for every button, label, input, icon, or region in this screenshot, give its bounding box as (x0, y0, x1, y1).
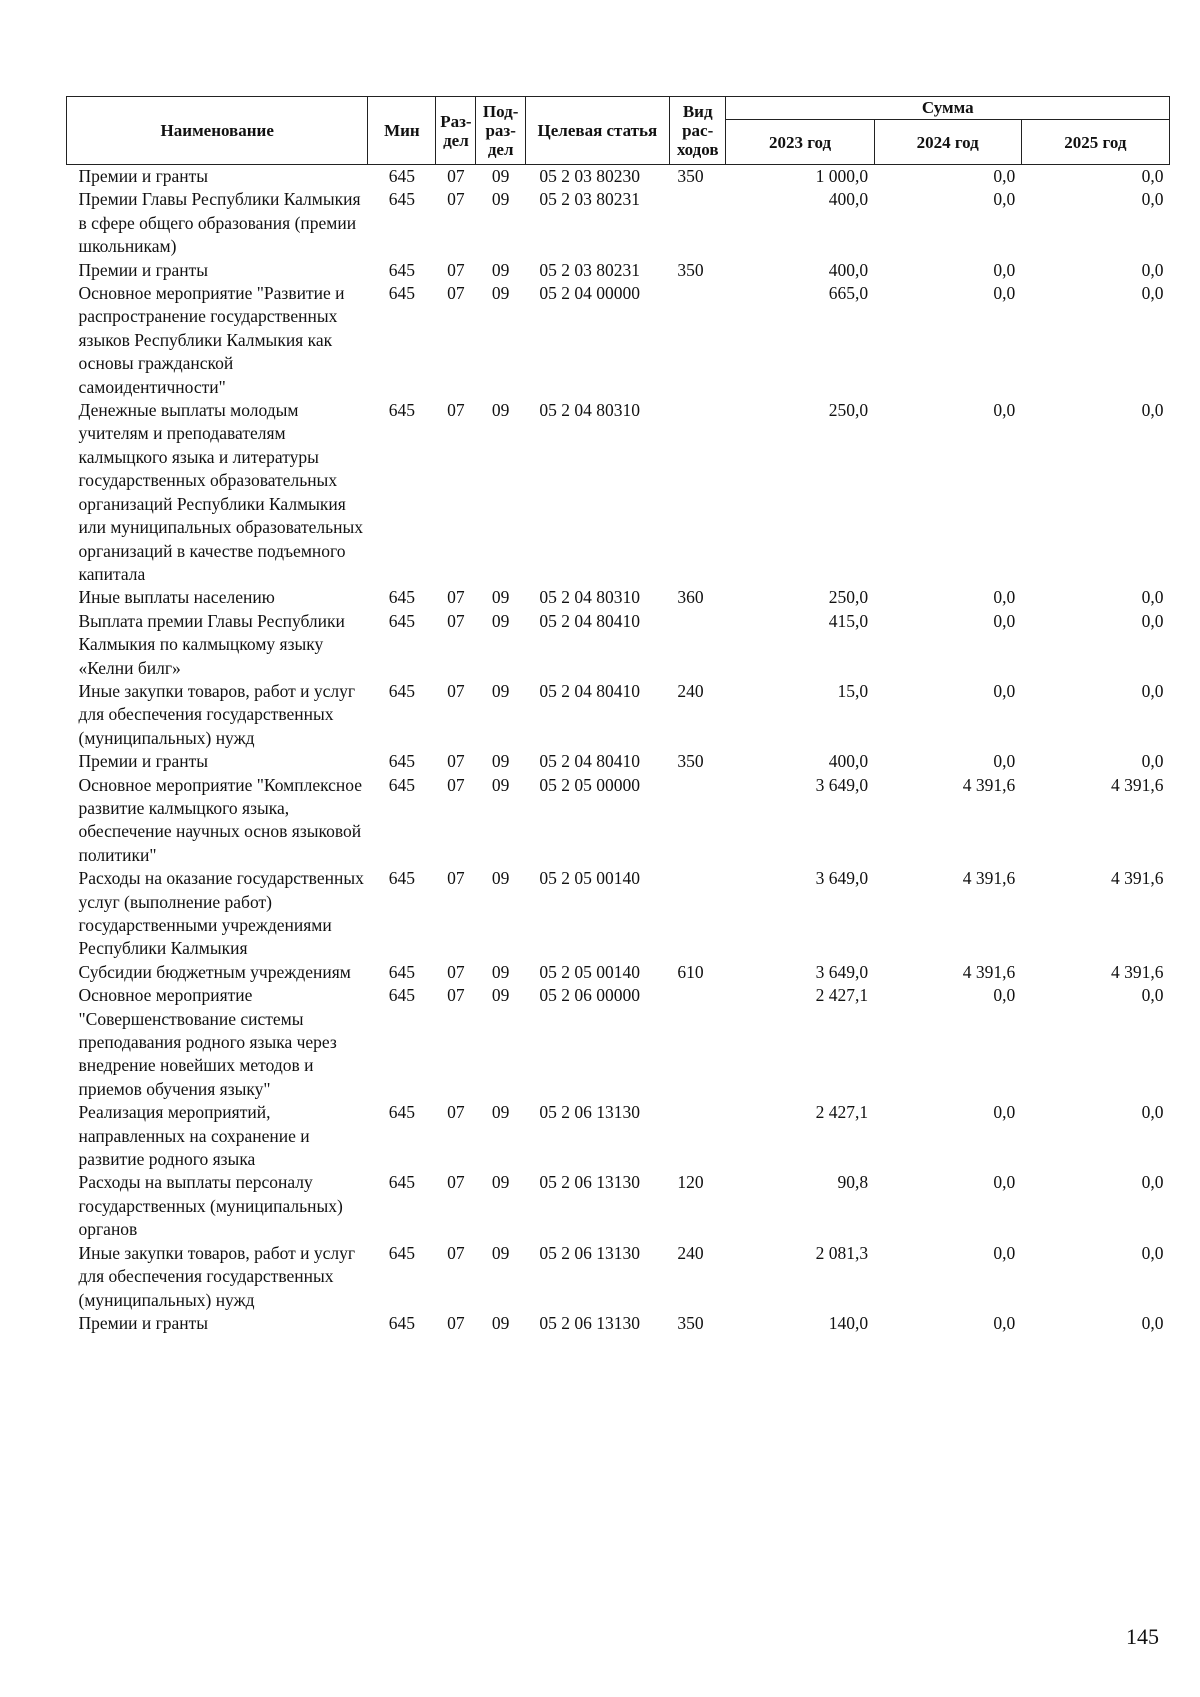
row-amount-2023: 2 081,3 (815, 1242, 869, 1263)
row-podrazdel: 09 (491, 961, 510, 982)
row-amount-2025: 4 391,6 (1111, 774, 1164, 795)
table-row (67, 680, 1170, 750)
row-razdel: 07 (447, 868, 465, 889)
row-vid-rashodov: 350 (677, 751, 704, 772)
row-amount-2025: 0,0 (1141, 283, 1164, 304)
table-row (67, 984, 1170, 1101)
row-vid-rashodov: 350 (677, 259, 704, 280)
row-name: Иные выплаты населению (78, 587, 275, 608)
table-row (67, 1312, 1170, 1335)
header-celevaya-statya: Целевая статья (525, 97, 669, 165)
row-razdel: 07 (447, 961, 465, 982)
table-row (67, 586, 1170, 609)
row-name: Иные закупки товаров, работ и услуг для обеспечения государственных (муниципальных) нужд (78, 1242, 356, 1310)
row-vid-rashodov (669, 774, 726, 868)
row-min: 645 (388, 587, 416, 608)
row-amount-2024: 0,0 (993, 985, 1016, 1006)
table-row (67, 282, 1170, 399)
row-min: 645 (388, 1172, 416, 1193)
row-amount-2024: 0,0 (993, 680, 1016, 701)
row-min: 645 (388, 774, 416, 795)
row-amount-2024: 0,0 (993, 283, 1016, 304)
row-vid-rashodov (669, 610, 726, 680)
header-summa: Сумма (726, 97, 1170, 120)
row-celevaya-statya: 05 2 06 00000 (539, 985, 640, 1006)
row-amount-2024: 0,0 (993, 751, 1016, 772)
table-row (67, 259, 1170, 282)
row-razdel: 07 (447, 1172, 465, 1193)
row-podrazdel: 09 (491, 868, 510, 889)
row-podrazdel: 09 (491, 283, 510, 304)
row-min: 645 (388, 166, 416, 186)
row-podrazdel: 09 (491, 751, 510, 772)
header-year-2024: 2024 год (874, 120, 1021, 165)
row-amount-2023: 400,0 (828, 259, 869, 280)
row-name: Премии Главы Республики Калмыкия в сфере общего образования (премии школьникам) (78, 189, 361, 257)
row-name: Выплата премии Главы Республики Калмыкия по калмыцкому языку «Келни билг» (78, 610, 345, 678)
row-min: 645 (388, 1102, 416, 1123)
header-name: Наименование (67, 97, 368, 165)
row-razdel: 07 (447, 259, 465, 280)
row-name: Иные закупки товаров, работ и услуг для обеспечения государственных (муниципальных) нужд (78, 680, 356, 748)
row-amount-2023: 3 649,0 (815, 868, 869, 889)
row-amount-2025: 0,0 (1141, 610, 1164, 631)
row-razdel: 07 (447, 1102, 465, 1123)
row-celevaya-statya: 05 2 05 00140 (539, 868, 640, 889)
row-min: 645 (388, 751, 416, 772)
row-podrazdel: 09 (491, 259, 510, 280)
row-min: 645 (388, 1242, 416, 1263)
budget-table (66, 96, 1170, 1335)
row-min: 645 (388, 400, 416, 421)
row-amount-2024: 0,0 (993, 1312, 1016, 1333)
row-amount-2025: 0,0 (1141, 189, 1164, 210)
row-min: 645 (388, 680, 416, 701)
row-min: 645 (388, 610, 416, 631)
row-amount-2024: 0,0 (993, 166, 1016, 186)
row-name: Основное мероприятие "Совершенствование системы преподавания родного языка через внедрение новейших методов и приемов обучения языку" (78, 985, 337, 1099)
row-vid-rashodov: 360 (677, 587, 704, 608)
row-podrazdel: 09 (491, 1312, 510, 1333)
row-amount-2023: 400,0 (828, 189, 869, 210)
row-razdel: 07 (447, 1312, 465, 1333)
row-razdel: 07 (447, 751, 465, 772)
row-vid-rashodov: 240 (677, 680, 704, 701)
row-celevaya-statya: 05 2 05 00000 (539, 774, 640, 795)
row-vid-rashodov: 240 (677, 1242, 704, 1263)
row-amount-2024: 0,0 (993, 1242, 1016, 1263)
row-amount-2023: 15,0 (837, 680, 869, 701)
row-min: 645 (388, 189, 416, 210)
header-year-2023: 2023 год (726, 120, 874, 165)
row-celevaya-statya: 05 2 03 80231 (539, 189, 640, 210)
row-celevaya-statya: 05 2 04 80310 (539, 587, 640, 608)
table-row (67, 1101, 1170, 1171)
row-celevaya-statya: 05 2 03 80231 (539, 259, 640, 280)
row-amount-2023: 250,0 (828, 587, 869, 608)
row-amount-2023: 2 427,1 (815, 1102, 869, 1123)
table-row (67, 165, 1170, 189)
row-min: 645 (388, 961, 416, 982)
row-razdel: 07 (447, 610, 465, 631)
row-amount-2024: 4 391,6 (962, 961, 1016, 982)
row-podrazdel: 09 (491, 610, 510, 631)
row-celevaya-statya: 05 2 04 80410 (539, 751, 640, 772)
table-row (67, 1171, 1170, 1241)
row-vid-rashodov (669, 1101, 726, 1171)
row-razdel: 07 (447, 1242, 465, 1263)
row-name: Премии и гранты (78, 166, 209, 186)
row-celevaya-statya: 05 2 06 13130 (539, 1312, 640, 1333)
row-celevaya-statya: 05 2 04 00000 (539, 283, 640, 304)
row-vid-rashodov (669, 984, 726, 1101)
table-row (67, 867, 1170, 961)
row-podrazdel: 09 (491, 1172, 510, 1193)
row-podrazdel: 09 (491, 1242, 510, 1263)
row-name: Расходы на оказание государственных услуг (выполнение работ) государственными учреждениями Республики Калмыкия (78, 868, 364, 959)
row-podrazdel: 09 (491, 774, 510, 795)
row-amount-2023: 1 000,0 (815, 166, 869, 186)
row-celevaya-statya: 05 2 04 80410 (539, 680, 640, 701)
row-razdel: 07 (447, 587, 465, 608)
row-name: Денежные выплаты молодым учителям и преподавателям калмыцкого языка и литературы государственных образовательных организаций Республики Калмыкия или муниципальных образовательных организаций в качестве подъемного капитала (78, 400, 363, 584)
row-amount-2024: 4 391,6 (962, 868, 1016, 889)
row-amount-2024: 0,0 (993, 610, 1016, 631)
row-razdel: 07 (447, 400, 465, 421)
row-min: 645 (388, 283, 416, 304)
row-amount-2025: 0,0 (1141, 985, 1164, 1006)
row-amount-2025: 0,0 (1141, 587, 1164, 608)
row-amount-2023: 3 649,0 (815, 961, 869, 982)
row-min: 645 (388, 259, 416, 280)
row-amount-2025: 0,0 (1141, 1102, 1164, 1123)
row-podrazdel: 09 (491, 1102, 510, 1123)
table-row (67, 399, 1170, 586)
row-amount-2025: 0,0 (1141, 259, 1164, 280)
row-podrazdel: 09 (491, 400, 510, 421)
header-year-2025: 2025 год (1021, 120, 1169, 165)
row-name: Премии и гранты (78, 1312, 209, 1333)
row-razdel: 07 (447, 774, 465, 795)
row-celevaya-statya: 05 2 04 80310 (539, 400, 640, 421)
row-amount-2024: 4 391,6 (962, 774, 1016, 795)
row-amount-2023: 90,8 (837, 1172, 869, 1193)
row-podrazdel: 09 (491, 680, 510, 701)
table-row (67, 188, 1170, 258)
row-name: Премии и гранты (78, 259, 209, 280)
row-vid-rashodov: 610 (677, 961, 704, 982)
row-vid-rashodov: 120 (677, 1172, 704, 1193)
row-amount-2023: 400,0 (828, 751, 869, 772)
row-name: Премии и гранты (78, 751, 209, 772)
row-podrazdel: 09 (491, 985, 510, 1006)
row-podrazdel: 09 (491, 189, 510, 210)
row-razdel: 07 (447, 680, 465, 701)
row-vid-rashodov (669, 188, 726, 258)
row-min: 645 (388, 868, 416, 889)
row-amount-2025: 0,0 (1141, 1242, 1164, 1263)
row-amount-2025: 0,0 (1141, 1172, 1164, 1193)
row-vid-rashodov: 350 (677, 166, 704, 186)
row-amount-2025: 0,0 (1141, 400, 1164, 421)
row-amount-2024: 0,0 (993, 259, 1016, 280)
row-amount-2025: 0,0 (1141, 166, 1164, 186)
row-razdel: 07 (447, 283, 465, 304)
row-amount-2025: 4 391,6 (1111, 961, 1164, 982)
row-amount-2024: 0,0 (993, 189, 1016, 210)
row-amount-2024: 0,0 (993, 1102, 1016, 1123)
header-vid-rashodov: Вид рас-ходов (669, 97, 726, 165)
row-name: Основное мероприятие "Комплексное развитие калмыцкого языка, обеспечение научных основ языковой политики" (78, 774, 363, 865)
row-amount-2024: 0,0 (993, 587, 1016, 608)
table-row (67, 610, 1170, 680)
row-celevaya-statya: 05 2 06 13130 (539, 1172, 640, 1193)
row-name: Реализация мероприятий, направленных на сохранение и развитие родного языка (78, 1102, 310, 1170)
row-name: Основное мероприятие "Развитие и распространение государственных языков Республики Калмыкия как основы гражданской самоидентичности" (78, 283, 345, 397)
row-amount-2023: 2 427,1 (815, 985, 869, 1006)
header-razdel: Раз-дел (436, 97, 476, 165)
row-celevaya-statya: 05 2 06 13130 (539, 1242, 640, 1263)
row-amount-2025: 0,0 (1141, 751, 1164, 772)
row-amount-2025: 4 391,6 (1111, 868, 1164, 889)
row-amount-2024: 0,0 (993, 400, 1016, 421)
row-vid-rashodov (669, 399, 726, 586)
row-amount-2023: 3 649,0 (815, 774, 869, 795)
row-podrazdel: 09 (491, 166, 510, 186)
row-min: 645 (388, 985, 416, 1006)
row-celevaya-statya: 05 2 05 00140 (539, 961, 640, 982)
row-name: Расходы на выплаты персоналу государственных (муниципальных) органов (78, 1172, 343, 1240)
row-celevaya-statya: 05 2 04 80410 (539, 610, 640, 631)
row-amount-2024: 0,0 (993, 1172, 1016, 1193)
row-name: Субсидии бюджетным учреждениям (78, 961, 351, 982)
table-header (67, 97, 1170, 165)
header-min: Мин (368, 97, 436, 165)
row-amount-2023: 415,0 (828, 610, 869, 631)
table-row (67, 961, 1170, 984)
row-razdel: 07 (447, 189, 465, 210)
row-min: 645 (388, 1312, 416, 1333)
table-body (67, 165, 1170, 1336)
table-row (67, 1242, 1170, 1312)
row-amount-2025: 0,0 (1141, 1312, 1164, 1333)
row-amount-2023: 250,0 (828, 400, 869, 421)
row-amount-2023: 665,0 (828, 283, 869, 304)
table-row (67, 774, 1170, 868)
row-vid-rashodov (669, 282, 726, 399)
row-vid-rashodov (669, 867, 726, 961)
row-celevaya-statya: 05 2 03 80230 (539, 166, 640, 186)
row-amount-2025: 0,0 (1141, 680, 1164, 701)
row-razdel: 07 (447, 166, 465, 186)
row-vid-rashodov: 350 (677, 1312, 704, 1333)
row-podrazdel: 09 (491, 587, 510, 608)
page-number: 145 (1126, 1624, 1159, 1649)
document-page (66, 96, 1170, 1335)
row-amount-2023: 140,0 (828, 1312, 869, 1333)
row-razdel: 07 (447, 985, 465, 1006)
header-podrazdel: Под-раз-дел (476, 97, 525, 165)
row-celevaya-statya: 05 2 06 13130 (539, 1102, 640, 1123)
table-row (67, 750, 1170, 773)
